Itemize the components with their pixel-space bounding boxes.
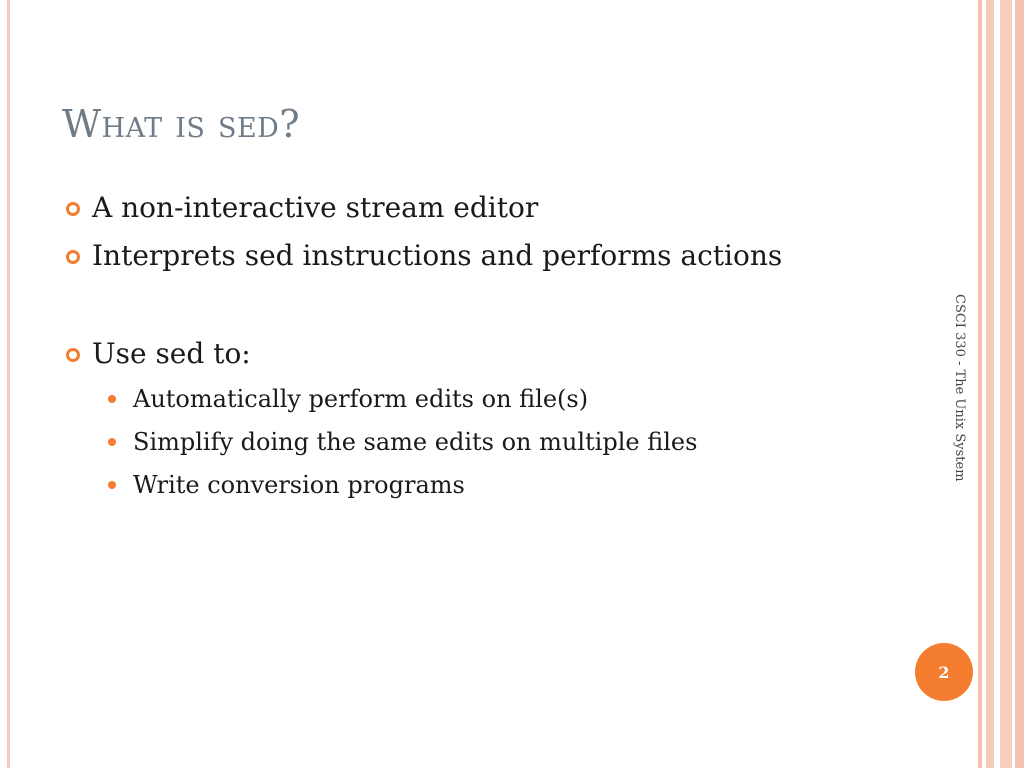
- slide-title: What is sed?: [62, 102, 301, 146]
- sub-bullet-text: Write conversion programs: [133, 471, 465, 499]
- ring-bullet-icon: [66, 202, 80, 216]
- right-stripe-decoration: [1000, 0, 1012, 768]
- page-number-badge: 2: [915, 643, 973, 701]
- right-stripe-decoration: [978, 0, 982, 768]
- sub-bullet-text: Simplify doing the same edits on multiple files: [133, 428, 698, 456]
- bullet-item: [64, 188, 924, 236]
- dot-bullet-icon: [108, 395, 116, 403]
- course-side-label: CSCI 330 - The Unix System: [952, 294, 967, 482]
- bullet-text: A non-interactive stream editor: [92, 191, 539, 224]
- sub-bullet-text: Automatically perform edits on file(s): [133, 385, 589, 413]
- left-border-decoration: [7, 0, 10, 768]
- right-stripe-decoration: [986, 0, 994, 768]
- sub-bullet-item: [64, 425, 924, 468]
- bullet-text: Interprets sed instructions and performs actions: [92, 239, 783, 272]
- dot-bullet-icon: [108, 481, 116, 489]
- ring-bullet-icon: [66, 348, 80, 362]
- right-stripe-decoration: [1015, 0, 1024, 768]
- bullet-item: [64, 236, 924, 284]
- bullet-item: [64, 334, 924, 382]
- bullet-text: Use sed to:: [92, 337, 251, 370]
- sub-bullet-item: [64, 468, 924, 511]
- sub-bullet-item: [64, 382, 924, 425]
- ring-bullet-icon: [66, 250, 80, 264]
- dot-bullet-icon: [108, 438, 116, 446]
- bullet-list: [64, 188, 924, 511]
